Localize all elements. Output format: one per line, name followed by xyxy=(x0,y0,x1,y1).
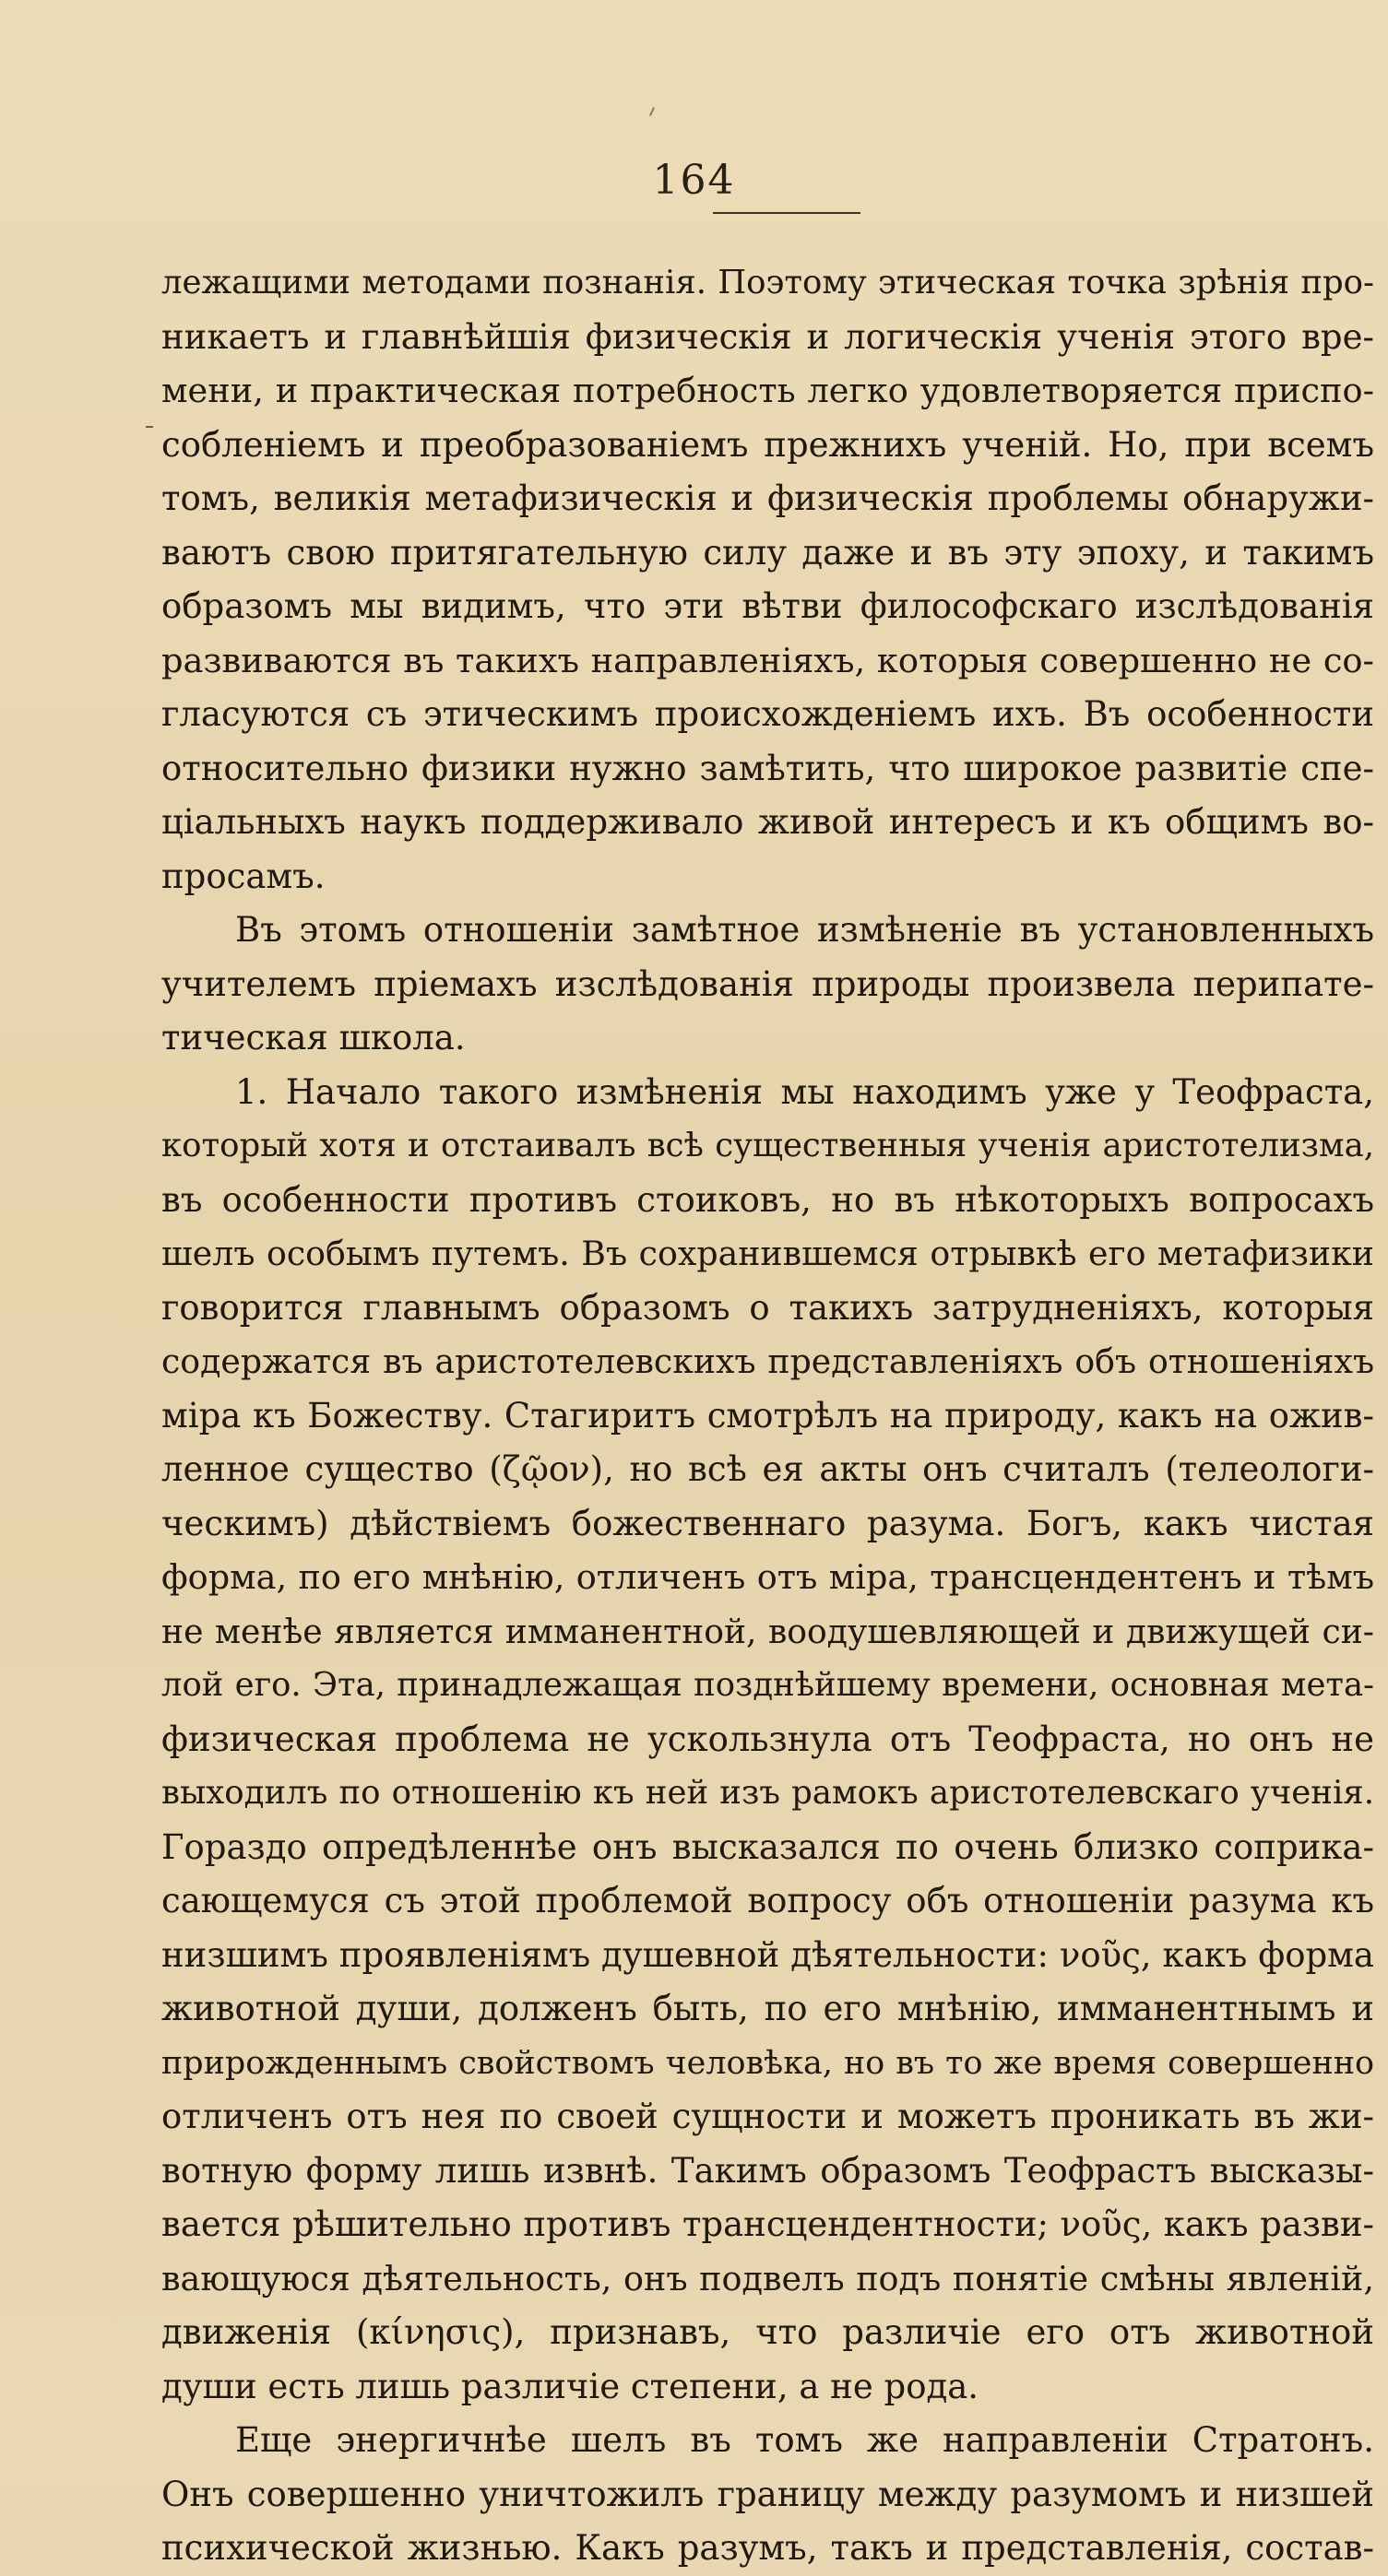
text-line: тическая школа. xyxy=(161,1018,466,1058)
text-line: учителемъ пріемахъ изслѣдованія природы произвела перипате- xyxy=(161,963,1374,1004)
text-line: движенія (κίνησις), признавъ, что различіе его отъ животной xyxy=(161,2312,1374,2352)
text-line: въ особенности противъ стоиковъ, но въ нѣкоторыхъ вопросахъ xyxy=(161,1179,1374,1220)
margin-mark xyxy=(146,426,153,428)
text-line: не менѣе является имманентной, воодушевляющей и движущей си- xyxy=(161,1611,1374,1651)
text-line: Гораздо опредѣленнѣе онъ высказался по очень близко соприка- xyxy=(161,1826,1374,1867)
text-line: развиваются въ такихъ направленіяхъ, которыя совершенно не со- xyxy=(161,640,1374,680)
text-line: животной души, долженъ быть, по его мнѣнію, имманентнымъ и xyxy=(161,1989,1374,2028)
text-line: вается рѣшительно противъ трансцендентности; νοῦς, какъ разви- xyxy=(161,2204,1374,2244)
text-line: мени, и практическая потребность легко удовлетворяется приспо- xyxy=(161,371,1374,410)
text-line: говорится главнымъ образомъ о такихъ затрудненіяхъ, которыя xyxy=(161,1287,1374,1328)
text-line: шелъ особымъ путемъ. Въ сохранившемся отрывкѣ его метафизики xyxy=(161,1234,1374,1273)
text-line: физическая проблема не ускользнула отъ Теофраста, но онъ не xyxy=(161,1719,1374,1759)
text-line: души есть лишь различіе степени, а не рода. xyxy=(161,2366,979,2406)
text-line: лой его. Эта, принадлежащая позднѣйшему времени, основная мета- xyxy=(161,1666,1374,1704)
text-line: Онъ совершенно уничтожилъ границу между разумомъ и низшей xyxy=(161,2474,1374,2514)
text-line: прирожденнымъ свойствомъ человѣка, но въ то же время совершенно xyxy=(161,2044,1374,2082)
text-line: никаетъ и главнѣйшія физическія и логическія ученія этого вре- xyxy=(161,316,1374,357)
text-line: форма, по его мнѣнію, отличенъ отъ міра, трансцендентенъ и тѣмъ xyxy=(161,1557,1374,1597)
text-line: образомъ мы видимъ, что эти вѣтви философскаго изслѣдованія xyxy=(161,586,1374,626)
text-line: вотную форму лишь извнѣ. Такимъ образомъ Теофрастъ высказы- xyxy=(161,2150,1374,2191)
text-line: который хотя и отстаивалъ всѣ существенныя ученія аристотелизма, xyxy=(161,1127,1374,1164)
text-line: вающуюся дѣятельность, онъ подвелъ подъ понятіе смѣны явленій, xyxy=(161,2258,1374,2298)
paper-speck xyxy=(649,107,655,116)
text-line: гласуются съ этическимъ происхожденіемъ ихъ. Въ особенности xyxy=(161,694,1374,734)
text-line: ваютъ свою притягательную силу даже и въ эту эпоху, и такимъ xyxy=(161,532,1374,573)
text-line: ческимъ) дѣйствіемъ божественнаго разума. Богъ, какъ чистая xyxy=(161,1503,1374,1543)
text-line: сающемуся съ этой проблемой вопросу объ отношеніи разума къ xyxy=(161,1881,1374,1920)
text-line: выходилъ по отношенію къ ней изъ рамокъ аристотелевскаго ученія. xyxy=(161,1774,1374,1812)
page-number: 164 xyxy=(652,157,736,204)
text-line: Въ этомъ отношеніи замѣтное измѣненіе въ установленныхъ xyxy=(235,910,1374,950)
text-line: содержатся въ аристотелевскихъ представленіяхъ объ отношеніяхъ xyxy=(161,1341,1374,1381)
text-line: отличенъ отъ нея по своей сущности и можетъ проникать въ жи- xyxy=(161,2097,1374,2136)
text-line: 1. Начало такого измѣненія мы находимъ уже у Теофраста, xyxy=(235,1071,1374,1112)
text-line: просамъ. xyxy=(161,856,326,896)
text-line: собленіемъ и преобразованіемъ прежнихъ ученій. Но, при всемъ xyxy=(161,424,1374,465)
body-text xyxy=(161,256,1374,2576)
text-line: ціальныхъ наукъ поддерживало живой интересъ и къ общимъ во- xyxy=(161,802,1374,842)
text-line: психической жизнью. Какъ разумъ, такъ и представленія, состав- xyxy=(161,2528,1374,2568)
text-line: Еще энергичнѣе шелъ въ томъ же направленіи Стратонъ. xyxy=(235,2420,1374,2460)
text-line: томъ, великія метафизическія и физическія проблемы обнаружи- xyxy=(161,479,1374,518)
text-line: низшимъ проявленіямъ душевной дѣятельности: νοῦς, какъ форма xyxy=(161,1934,1374,1975)
text-line: лежащими методами познанія. Поэтому этическая точка зрѣнія про- xyxy=(161,264,1374,301)
text-line: міра къ Божеству. Стагиритъ смотрѣлъ на природу, какъ на ожив- xyxy=(161,1395,1374,1436)
text-line: относительно физики нужно замѣтить, что широкое развитіе спе- xyxy=(161,748,1374,788)
header-rule xyxy=(713,212,860,214)
text-line: ленное существо (ζῷον), но всѣ ея акты онъ считалъ (телеологи- xyxy=(161,1449,1374,1489)
